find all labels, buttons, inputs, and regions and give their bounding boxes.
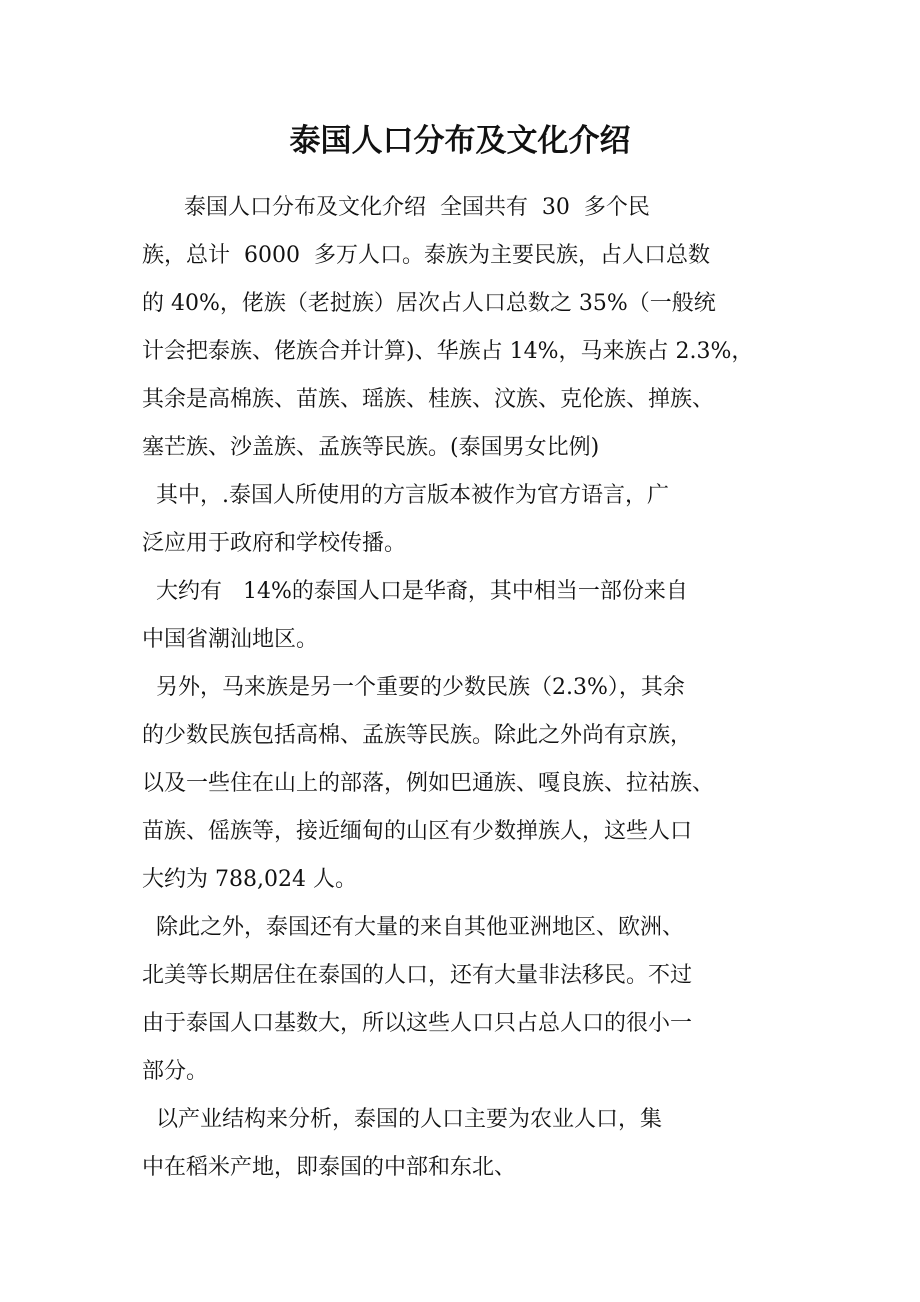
body-line-1: 泰国人口分布及文化介绍 全国共有 30 多个民 [142,195,650,220]
body-line-16: 除此之外，泰国还有大量的来自其他亚洲地区、欧洲、 [142,915,684,940]
body-line-6: 塞芒族、沙盖族、孟族等民族。(泰国男女比例) [142,435,600,460]
body-line-7: 其中，.泰国人所使用的方言版本被作为官方语言，广 [142,483,669,508]
body-line-10: 中国省潮汕地区。 [142,627,319,652]
body-line-3: 的 40%，佬族（老挝族）居次占人口总数之 35%（一般统 [142,291,716,316]
body-line-11: 另外，马来族是另一个重要的少数民族（2.3%），其余 [142,675,685,700]
body-line-20: 以产业结构来分析，泰国的人口主要为农业人口，集 [142,1107,662,1132]
body-line-14: 苗族、傜族等，接近缅甸的山区有少数掸族人，这些人口 [142,819,693,844]
body-line-12: 的少数民族包括高棉、孟族等民族。除此之外尚有京族， [142,723,693,748]
body-line-19: 部分。 [142,1059,209,1084]
body-line-8: 泛应用于政府和学校传播。 [142,531,407,556]
body-line-2: 族，总计 6000 多万人口。泰族为主要民族，占人口总数 [142,243,710,268]
body-line-5: 其余是高棉族、苗族、瑶族、桂族、汶族、克伦族、掸族、 [142,387,715,412]
body-line-4: 计会把泰族、佬族合并计算)、华族占 14%，马来族占 2.3%， [142,339,754,364]
body-line-18: 由于泰国人口基数大，所以这些人口只占总人口的很小一 [142,1011,693,1036]
document-title: 泰国人口分布及文化介绍 [289,123,631,159]
body-line-17: 北美等长期居住在泰国的人口，还有大量非法移民。不过 [142,963,693,988]
body-line-15: 大约为 788,024 人。 [142,867,357,892]
body-line-21: 中在稻米产地，即泰国的中部和东北、 [142,1155,517,1180]
body-line-13: 以及一些住在山上的部落，例如巴通族、嘎良族、拉祜族、 [142,771,715,796]
body-line-9: 大约有 14%的泰国人口是华裔，其中相当一部份来自 [142,579,688,604]
